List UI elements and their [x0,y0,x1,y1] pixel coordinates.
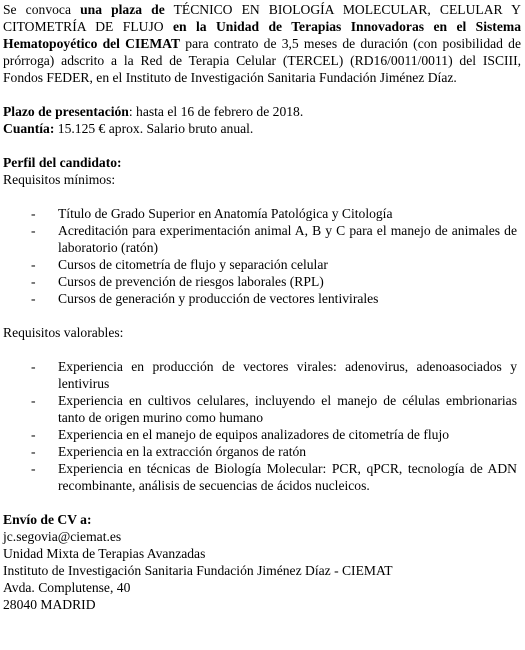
list-item [3,256,521,273]
dash-bullet: - [31,257,36,272]
dash-bullet: - [31,444,36,459]
list-item-text: Cursos de prevención de riesgos laborales (RPL) [58,274,324,289]
list-item [3,358,521,392]
dash-bullet: - [31,461,36,476]
list-item-text: Experiencia en técnicas de Biología Molecular: PCR, qPCR, tecnología de ADN recombinante, análisis de secuencias de ácidos nucleicos. [58,461,517,493]
list-item-text: Experiencia en cultivos celulares, incluyendo el manejo de células embrionarias tanto de origen murino como humano [58,393,517,425]
plazo-line [3,103,521,120]
list-item [3,273,521,290]
list-item-text: Acreditación para experimentación animal A, B y C para el manejo de animales de laboratorio (ratón) [58,223,517,255]
cuantia-label: Cuantía: [3,121,55,136]
list-item [3,460,521,494]
cuantia-value: 15.125 € aprox. Salario bruto anual. [54,121,254,136]
list-item-text: Experiencia en producción de vectores virales: adenovirus, adenoasociados y lentivirus [58,359,517,391]
plazo-label: Plazo de presentación [3,104,129,119]
intro-bold-2: en la Unidad de Terapias Innovadoras en el Sistema Hematopoyético del CIEMAT [3,19,521,51]
contact-institute: Instituto de Investigación Sanitaria Fundación Jiménez Díaz - CIEMAT [3,563,393,578]
contact-street: Avda. Complutense, 40 [3,580,131,595]
minimos-label: Requisitos mínimos: [3,172,116,187]
list-item-text: Experiencia en la extracción órganos de ratón [58,444,307,459]
dash-bullet: - [31,274,36,289]
valorables-list [3,358,521,494]
dash-bullet: - [31,291,36,306]
intro-bold-1: una plaza de [80,2,165,17]
intro-text-3: para contrato de 3,5 meses de duración (con posibilidad de prórroga) adscrito a la Red de Terapia Celular (TERCEL) (RD16/0011/0011) del ISCIII, Fondos FEDER, en el Instituto de Investigación Sanitaria Fundación Jiménez Díaz. [3,36,521,85]
list-item-text: Cursos de generación y producción de vectores lentivirales [58,291,379,306]
list-item [3,290,521,307]
plazo-value: : hasta el 16 de febrero de 2018. [128,104,304,119]
dash-bullet: - [31,427,36,442]
dash-bullet: - [31,393,36,408]
perfil-heading: Perfil del candidato: [3,155,122,170]
list-item [3,443,521,460]
valorables-label: Requisitos valorables: [3,325,124,340]
list-item-text: Título de Grado Superior en Anatomía Patológica y Citología [58,206,393,221]
minimos-list [3,205,521,307]
cuantia-line [3,120,521,137]
dash-bullet: - [31,223,36,238]
list-item [3,392,521,426]
intro-paragraph [3,0,521,86]
list-item [3,426,521,443]
list-item [3,222,521,256]
dash-bullet: - [31,206,36,221]
list-item-text: Experiencia en el manejo de equipos analizadores de citometría de flujo [58,427,450,442]
dash-bullet: - [31,359,36,374]
intro-text-1: Se convoca [3,2,81,17]
contact-email: jc.segovia@ciemat.es [3,529,122,544]
intro-text-2: TÉCNICO EN BIOLOGÍA MOLECULAR, CELULAR Y CITOMETRÍA DE FLUJO [3,2,521,34]
contact-unit: Unidad Mixta de Terapias Avanzadas [3,546,206,561]
list-item-text: Cursos de citometría de flujo y separación celular [58,257,328,272]
list-item [3,205,521,222]
envio-heading: Envío de CV a: [3,512,92,527]
contact-city: 28040 MADRID [3,597,96,612]
